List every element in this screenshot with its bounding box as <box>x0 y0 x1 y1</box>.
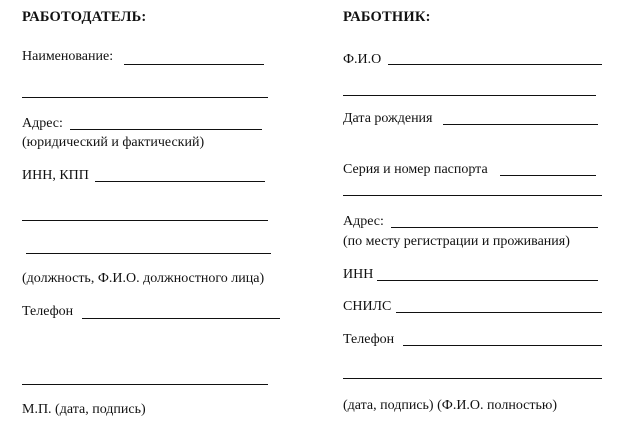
employer-name-field-2[interactable] <box>22 97 268 98</box>
employee-phone-label: Телефон <box>343 332 395 347</box>
employer-inn-kpp-label: ИНН, КПП <box>22 168 89 183</box>
employee-fio-field-2[interactable] <box>343 95 596 96</box>
employee-inn-label: ИНН <box>343 267 374 282</box>
employer-title: РАБОТОДАТЕЛЬ: <box>22 9 147 25</box>
employer-stamp-note: М.П. (дата, подпись) <box>22 402 146 417</box>
employee-signature-field[interactable] <box>343 378 602 379</box>
employee-passport-field-2[interactable] <box>343 195 602 196</box>
employee-passport-field[interactable] <box>500 175 596 176</box>
employer-position-note: (должность, Ф.И.О. должностного лица) <box>22 271 265 286</box>
employee-fio-field[interactable] <box>388 64 602 65</box>
employer-phone-field[interactable] <box>82 318 280 319</box>
employer-name-label: Наименование: <box>22 49 114 64</box>
employee-inn-field[interactable] <box>377 280 598 281</box>
employer-position-field[interactable] <box>22 220 268 221</box>
employer-address-note: (юридический и фактический) <box>22 135 205 150</box>
employer-signature-field[interactable] <box>22 384 268 385</box>
employee-title: РАБОТНИК: <box>343 9 431 25</box>
employee-signature-note: (дата, подпись) (Ф.И.О. полностью) <box>343 398 558 413</box>
employee-phone-field[interactable] <box>403 345 602 346</box>
employee-address-field[interactable] <box>391 227 598 228</box>
employer-address-label: Адрес: <box>22 116 63 131</box>
employee-snils-field[interactable] <box>396 312 602 313</box>
employer-phone-label: Телефон <box>22 304 74 319</box>
employer-address-field[interactable] <box>70 129 262 130</box>
employee-fio-label: Ф.И.О <box>343 52 382 67</box>
employer-official-name-field[interactable] <box>26 253 271 254</box>
employee-snils-label: СНИЛС <box>343 299 392 314</box>
employer-name-field[interactable] <box>124 64 264 65</box>
employee-birth-field[interactable] <box>443 124 598 125</box>
employee-birth-label: Дата рождения <box>343 111 433 126</box>
employer-inn-kpp-field[interactable] <box>95 181 265 182</box>
employee-passport-label: Серия и номер паспорта <box>343 162 488 177</box>
employee-address-note: (по месту регистрации и проживания) <box>343 234 570 249</box>
employee-address-label: Адрес: <box>343 214 384 229</box>
